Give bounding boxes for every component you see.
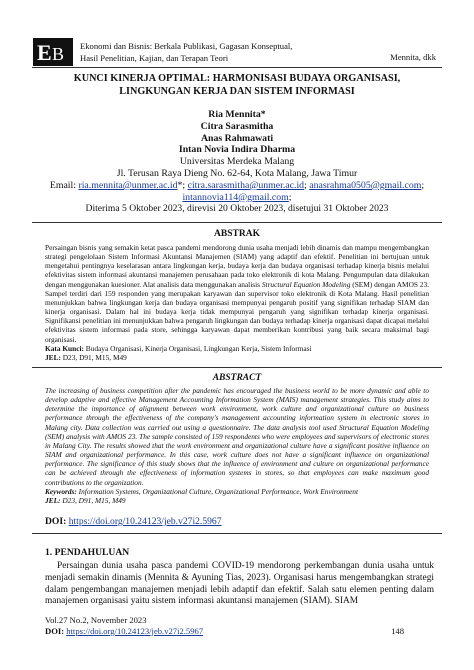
keywords-label: Kata Kunci: <box>45 343 84 353</box>
divider <box>32 367 442 368</box>
doi-line <box>45 516 222 527</box>
abstrak-keywords <box>45 344 429 353</box>
svg-text:E: E <box>37 40 52 65</box>
divider <box>32 533 442 534</box>
intro-paragraph: Persaingan dunia usaha pasca pandemi COVID-19 mendorong perkembangan dunia usaha untuk menjadi semakin dinamis (Mennita & Ayuning Tias, 2023). Organisasi harus mengembangkan strategi dalam pengembangan manajemen menjadi lebih adaptif dan efektif. Salah satu elemen penting dalam manajemen organisasi yaitu sistem informasi akuntansi manajemen (SIAM). SIAM <box>45 561 434 607</box>
svg-text:B: B <box>52 44 65 64</box>
header-divider <box>32 67 442 68</box>
abstrak-jel <box>45 353 429 362</box>
jel-value: D23, D91, M15, M49 <box>60 352 127 362</box>
email-line <box>40 180 434 192</box>
journal-name <box>80 40 292 64</box>
paper-title <box>40 73 434 98</box>
footer-doi-label: DOI: <box>45 626 67 636</box>
abstract-jel <box>45 496 429 505</box>
doi-label: DOI: <box>45 516 69 527</box>
divider <box>32 222 442 223</box>
jel-value: D23, D91, M15, M49 <box>60 495 126 505</box>
paper-title-line1: KUNCI KINERJA OPTIMAL: HARMONISASI BUDAYA ORGANISASI, <box>73 73 401 84</box>
email-link[interactable]: intannovia114@gmail.com <box>182 191 289 203</box>
affiliation: Universitas Merdeka Malang <box>179 156 295 168</box>
email-link[interactable]: ria.mennita@unmer.ac.id <box>78 179 178 191</box>
author-block <box>40 109 434 203</box>
journal-name-line1: Ekonomi dan Bisnis: Berkala Publikasi, Gagasan Konseptual, <box>80 41 293 51</box>
jel-label: JEL: <box>45 352 61 362</box>
abstrak-italic-text: Structural Equation Modeling <box>261 279 351 289</box>
abstrak-text: (SEM) dengan AMOS 23. Sampel terdiri dari 159 responden yang merupakan karyawan dan supervisor toko elektronik di Kota Malang. Hasil penelitian menunjukkan bahwa lingkungan kerja dan budaya organisasi mempunyai pengaruh positif yang signifikan terhadap SIAM dan kinerja organisasi. Dalam hal ini budaya kerja tidak mempunyai pengaruh yang signifikan terhadap kinerja organisasi. Signifikansi penelitian ini menunjukkan bahwa pengaruh lingkungan dan budaya terhadap kinerja organisasi dapat dicapai melalui efektivitas sistem informasi pada store, sehingga karyawan dapat memberikan kontribusi yang baik secara maksimal bagi organisasi. <box>45 279 429 344</box>
journal-name-line2: Hasil Penelitian, Kajian, dan Terapan Teori <box>80 53 229 63</box>
keywords-label: Keywords: <box>45 486 77 496</box>
abstrak-text: Persaingan bisnis yang semakin ketat pasca pandemi mendorong dunia usaha menjadi lebih dinamis dan mampu mengembangkan strategi pengelolaan Sistem Informasi Akuntansi Manajemen (SIAM) yang adaptif dan efektif. Penelitian ini bertujuan untuk mengetahui pentingnya keselarasan antara lingkungan kerja, budaya kerja dan budaya organisasi terhadap kinerja bisnis melalui efektivitas sistem informasi akuntansi manajemen perusahaan pada toko elektronik di kota Malang. Pengumpulan data dilakukan dengan menggunakan kuesioner. Alat analisis data menggunakan analisis <box>45 243 429 289</box>
journal-logo-icon <box>33 38 73 66</box>
email-label: Email: <box>49 179 79 191</box>
email-separator: *; <box>177 179 188 191</box>
author-name: Intan Novia Indira Dharma <box>178 144 296 156</box>
address: Jl. Terusan Raya Dieng No. 62-64, Kota Malang, Jawa Timur <box>116 167 358 179</box>
footer-doi-link[interactable]: https://doi.org/10.24123/jeb.v27i2.5967 <box>66 626 204 636</box>
keywords-value: Information Systems, Organizational Culture, Organizational Performance, Work Environment <box>76 486 358 496</box>
volume-info: Vol.27 No.2, November 2023 <box>45 615 147 625</box>
keywords-value: Budaya Organisasi, Kinerja Organisasi, Lingkungan Kerja, Sistem Informasi <box>83 343 312 353</box>
doi-link[interactable]: https://doi.org/10.24123/jeb.v27i2.5967 <box>68 516 222 527</box>
footer-doi <box>45 626 203 637</box>
abstrak-heading: ABSTRAK <box>214 229 260 239</box>
abstract-text: The increasing of business competition after the pandemic has encouraged the business world to be more dynamic and able to develop adaptive and effective Management Accounting Information System (MAIS) management strategies. This study aims to determine the importance of alignment between work environment, work culture and organizational culture on business performance through the effectiveness of the company's management accounting information system in electronic stores in Malang city. Data collection was carried out using a questionnaire. The data analysis tool used Structural Equation Modeling (SEM) analysis with AMOS 23. The sample consisted of 159 respondents who were employees and supervisors of electronic stores in Malang City. The results showed that the work environment and organizational culture have a significant positive influence on SIAM and organizational performance. In this case, work culture does not have a significant influence on organizational performance. The significance of this study shows that the influence of environment and culture on organizational performance can be achieved through the effectiveness of information systems in stores, so that employees can make maximum good contributions to the organization. <box>45 386 429 487</box>
email-link[interactable]: anasrahma0505@gmail.com <box>309 179 422 191</box>
page-number: 148 <box>391 626 404 636</box>
email-separator: ; <box>288 191 292 203</box>
submission-dates: Diterima 5 Oktober 2023, direvisi 20 Oktober 2023, disetujui 31 Oktober 2023 <box>85 203 389 214</box>
abstrak-body <box>45 243 429 362</box>
email-line-2 <box>40 192 434 204</box>
jel-label: JEL: <box>45 495 61 505</box>
author-name: Anas Rahmawati <box>200 132 274 144</box>
abstract-body <box>45 386 429 505</box>
email-link[interactable]: citra.sarasmitha@unmer.ac.id <box>187 179 305 191</box>
author-name: Ria Mennita* <box>208 109 266 120</box>
section-heading: 1. PENDAHULUAN <box>45 547 130 558</box>
paper-title-line2: LINGKUNGAN KERJA DAN SISTEM INFORMASI <box>119 85 355 97</box>
running-author: Mennita, dkk <box>390 52 436 62</box>
abstract-heading: ABSTRACT <box>212 373 262 383</box>
email-separator: ; <box>304 179 310 191</box>
footer <box>45 615 203 637</box>
abstract-keywords <box>45 487 429 496</box>
email-separator: ; <box>421 179 425 191</box>
author-name: Citra Sarasmitha <box>200 120 274 132</box>
